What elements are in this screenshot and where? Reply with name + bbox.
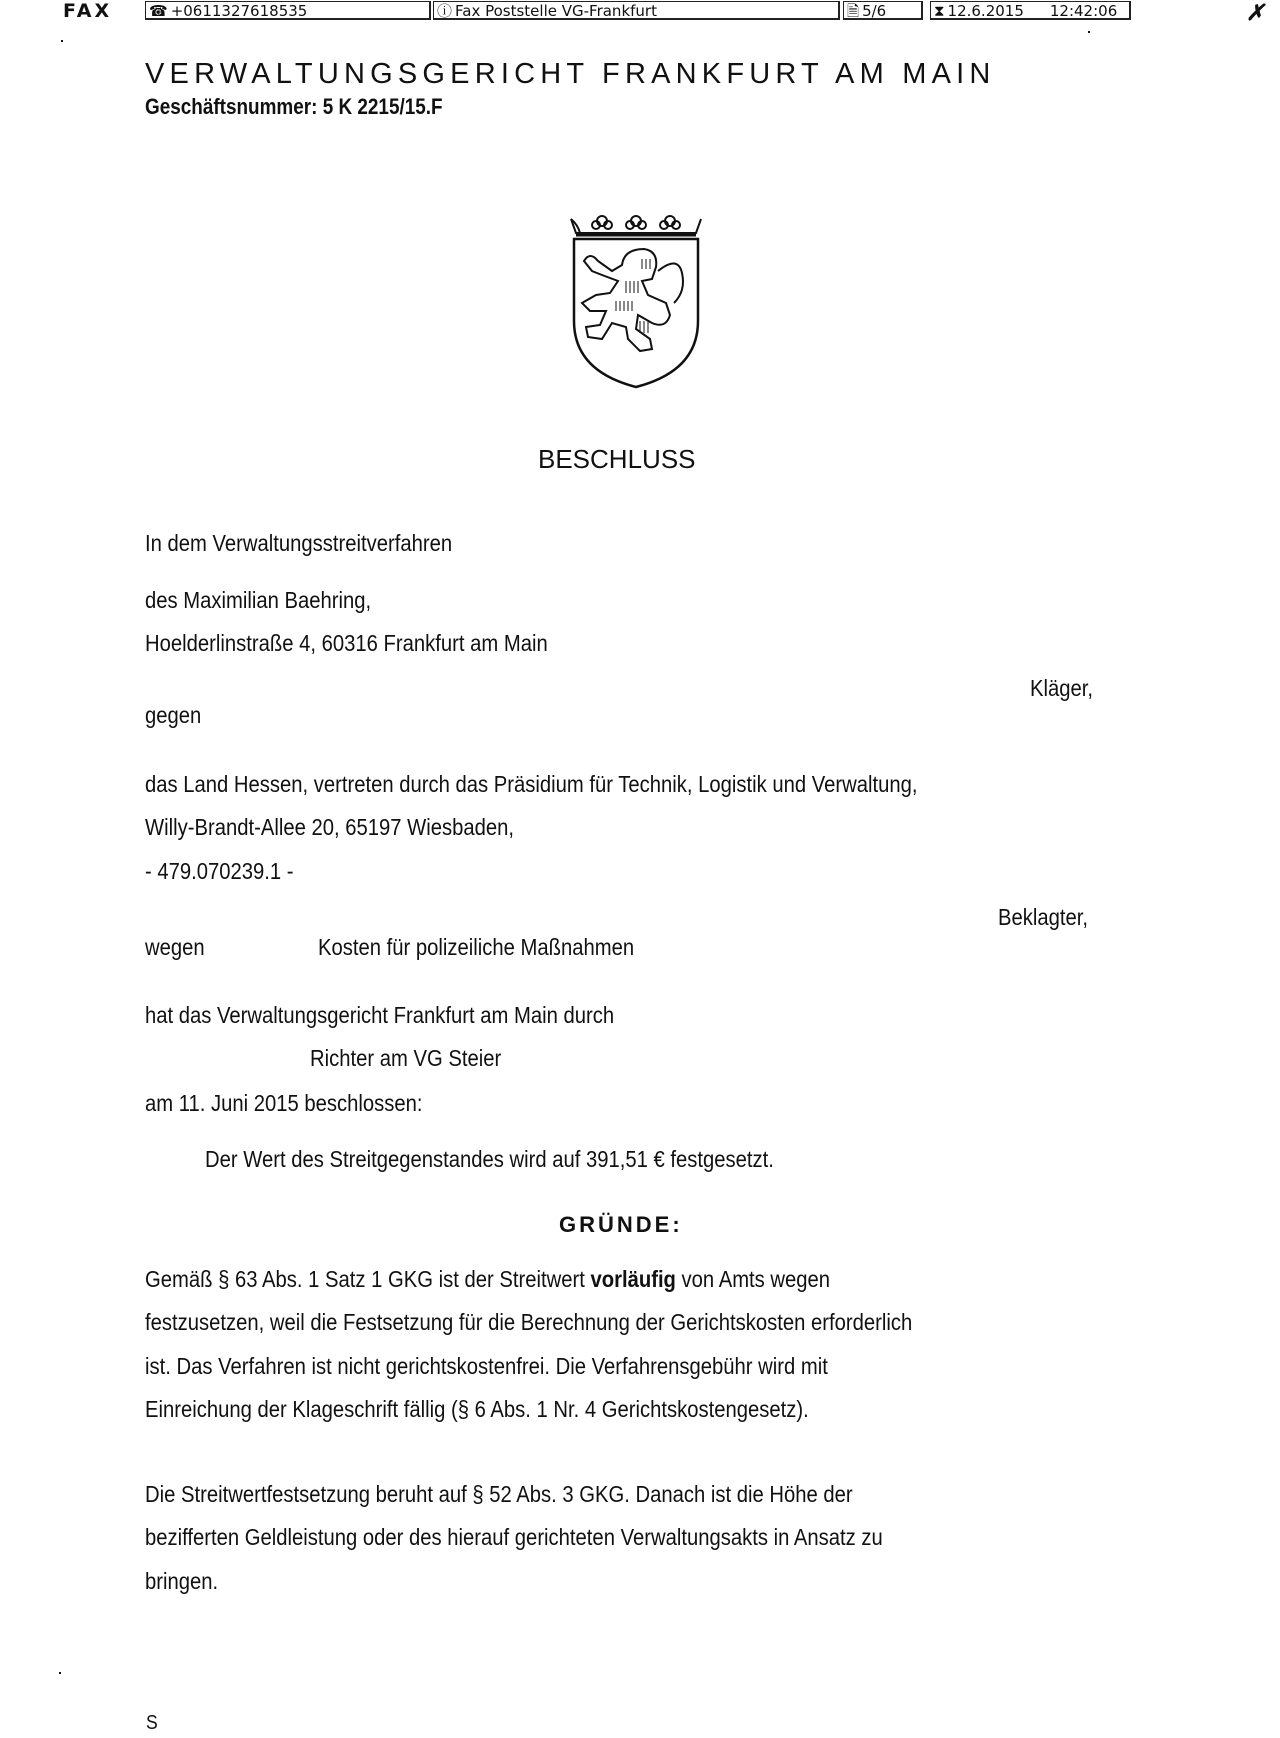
crown-icon bbox=[571, 216, 701, 235]
subject-label: wegen bbox=[145, 934, 205, 960]
fax-mark-icon: ✗ bbox=[1246, 0, 1265, 26]
reasons-paragraph-1-line-1 bbox=[145, 1266, 830, 1293]
reasons-paragraph-2-line-1: Die Streitwertfestsetzung beruht auf § 52 Abs. 3 GKG. Danach ist die Höhe der bbox=[145, 1481, 853, 1507]
text-run: Gemäß § 63 Abs. 1 Satz 1 GKG ist der Streitwert bbox=[145, 1266, 591, 1292]
subject-value: Kosten für polizeiliche Maßnahmen bbox=[318, 934, 635, 960]
decision-date: am 11. Juni 2015 beschlossen: bbox=[145, 1090, 423, 1116]
footer-fragment: S bbox=[146, 1712, 158, 1734]
fax-page-field bbox=[843, 1, 923, 20]
court-composition: hat das Verwaltungsgericht Frankfurt am Main durch bbox=[145, 1002, 615, 1028]
coat-of-arms-emblem bbox=[566, 211, 706, 391]
fax-phone-number: +0611327618535 bbox=[170, 2, 308, 20]
fax-date: 12.6.2015 bbox=[947, 2, 1024, 20]
info-icon: ⓘ bbox=[437, 2, 453, 20]
hourglass-icon: ⧗ bbox=[934, 2, 945, 20]
reasons-paragraph-1-line-2: festzusetzen, weil die Festsetzung für die Berechnung der Gerichtskosten erforderlich bbox=[145, 1309, 913, 1335]
reasons-paragraph-2-line-2: bezifferten Geldleistung oder des hierauf gerichteten Verwaltungsakts in Ansatz zu bbox=[145, 1524, 883, 1550]
scan-dot bbox=[59, 1672, 61, 1674]
fax-time: 12:42:06 bbox=[1049, 2, 1118, 20]
judge-name: Richter am VG Steier bbox=[310, 1045, 502, 1071]
fax-sender-name: Fax Poststelle VG-Frankfurt bbox=[455, 2, 657, 20]
defendant-role: Beklagter, bbox=[998, 904, 1089, 930]
fax-phone-field bbox=[145, 1, 431, 20]
document-title: BESCHLUSS bbox=[538, 444, 696, 474]
emphasis-provisional: vorläufig bbox=[590, 1266, 676, 1292]
court-name: VERWALTUNGSGERICHT FRANKFURT AM MAIN bbox=[145, 58, 996, 90]
fax-page-count: 5/6 bbox=[862, 2, 887, 20]
plaintiff-role: Kläger, bbox=[1030, 675, 1094, 701]
reasons-paragraph-1-line-3: ist. Das Verfahren ist nicht gerichtskostenfrei. Die Verfahrensgebühr wird mit bbox=[145, 1353, 828, 1379]
page-icon: 🗎 bbox=[847, 2, 860, 20]
defendant-address: Willy-Brandt-Allee 20, 65197 Wiesbaden, bbox=[145, 814, 515, 840]
telephone-icon: ☎ bbox=[149, 2, 168, 20]
proceedings-intro: In dem Verwaltungsstreitverfahren bbox=[145, 530, 453, 556]
plaintiff-address: Hoelderlinstraße 4, 60316 Frankfurt am Main bbox=[145, 630, 548, 656]
reasons-paragraph-1-line-4: Einreichung der Klageschrift fällig (§ 6 Abs. 1 Nr. 4 Gerichtskostengesetz). bbox=[145, 1396, 809, 1422]
versus-label: gegen bbox=[145, 702, 202, 728]
ruling-text: Der Wert des Streitgegenstandes wird auf 391,51 € festgesetzt. bbox=[205, 1146, 774, 1172]
text-run: von Amts wegen bbox=[675, 1266, 831, 1292]
plaintiff-name: des Maximilian Baehring, bbox=[145, 587, 372, 613]
reasons-paragraph-2-line-3: bringen. bbox=[145, 1568, 219, 1594]
fax-label: FAX bbox=[63, 0, 113, 22]
fax-sender-field bbox=[433, 1, 840, 20]
scan-dot bbox=[1088, 31, 1090, 33]
case-number: Geschäftsnummer: 5 K 2215/15.F bbox=[145, 94, 443, 119]
scan-dot bbox=[61, 40, 63, 42]
defendant-name: das Land Hessen, vertreten durch das Präsidium für Technik, Logistik und Verwaltung, bbox=[145, 771, 918, 797]
defendant-reference: - 479.070239.1 - bbox=[145, 858, 294, 884]
lion-icon bbox=[582, 249, 683, 351]
reasons-heading: GRÜNDE: bbox=[559, 1212, 683, 1237]
fax-timestamp-field bbox=[930, 1, 1131, 20]
